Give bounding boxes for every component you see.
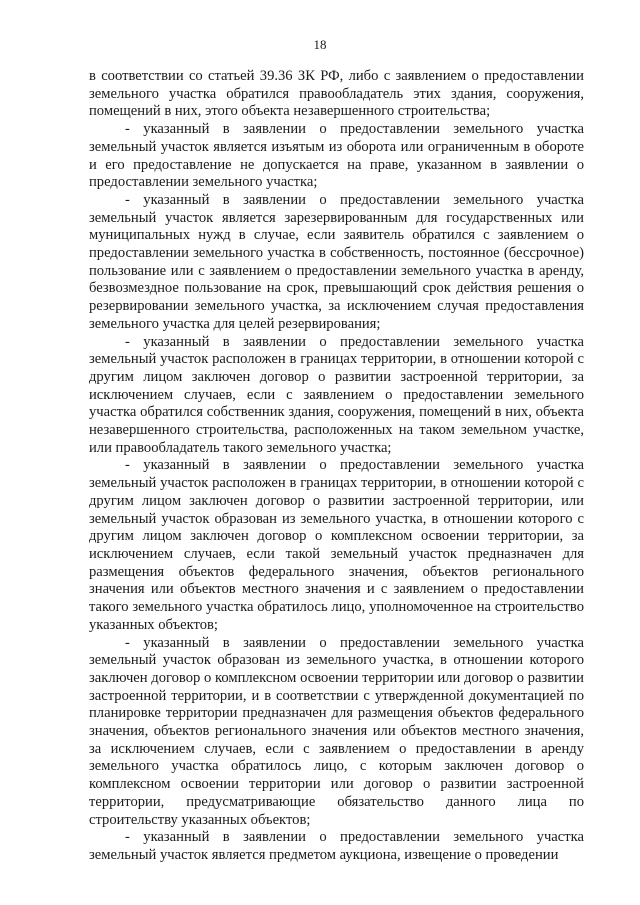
- body-text: [89, 68, 584, 865]
- paragraph: - указанный в заявлении о предоставлении земельного участка земельный участок является зарезервированным для государственных или муниципальных нужд в случае, если заявитель обратился с заявлением о предоставлении земельного участка в собственность, постоянное (бессрочное) пользование или с заявлением о предоставлении земельного участка в аренду, безвозмездное пользование на срок, превышающий срок действия решения о резервировании земельного участка, за исключением случая предоставления земельного участка для целей резервирования;: [89, 191, 584, 332]
- paragraph: - указанный в заявлении о предоставлении земельного участка земельный участок расположен в границах территории, в отношении которой с другим лицом заключен договор о развитии застроенной территории, за исключением случаев, если с заявлением о предоставлении земельного участка обратился собственник здания, сооружения, помещений в них, объекта незавершенного строительства, расположенных на таком земельном участке, или правообладатель такого земельного участка;: [89, 333, 584, 456]
- page-number: 18: [313, 37, 327, 52]
- paragraph: - указанный в заявлении о предоставлении земельного участка земельный участок является изъятым из оборота или ограниченным в обороте и его предоставление не допускается на праве, указанном в заявлении о предоставлении земельного участка;: [89, 121, 584, 191]
- paragraph: - указанный в заявлении о предоставлении земельного участка земельный участок расположен в границах территории, в отношении которой с другим лицом заключен договор о развитии застроенной территории, или земельный участок образован из земельного участка, в отношении которого с другим лицом заключен договор о комплексном освоении территории, за исключением случаев, если такой земельный участок предназначен для размещения объектов федерального значения, объектов регионального значения или объектов местного значения и с заявлением о предоставлении такого земельного участка обратилось лицо, уполномоченное на строительство указанных объектов;: [89, 457, 584, 633]
- paragraph: в соответствии со статьей 39.36 ЗК РФ, либо с заявлением о предоставлении земельного участка обратился правообладатель этих здания, сооружения, помещений в них, этого объекта незавершенного строительства;: [89, 68, 584, 120]
- paragraph: - указанный в заявлении о предоставлении земельного участка земельный участок является предметом аукциона, извещение о проведении: [89, 829, 584, 863]
- paragraph: - указанный в заявлении о предоставлении земельного участка земельный участок образован из земельного участка, в отношении которого заключен договор о комплексном освоении территории или договор о развитии застроенной территории, и в соответствии с утвержденной документацией по планировке территории предназначен для размещения объектов федерального значения, объектов регионального значения или объектов местного значения, за исключением случаев, если с заявлением о предоставлении в аренду земельного участка обратилось лицо, с которым заключен договор о комплексном освоении территории или договор о развитии застроенной территории, предусматривающие обязательство данного лица по строительству указанных объектов;: [89, 634, 584, 828]
